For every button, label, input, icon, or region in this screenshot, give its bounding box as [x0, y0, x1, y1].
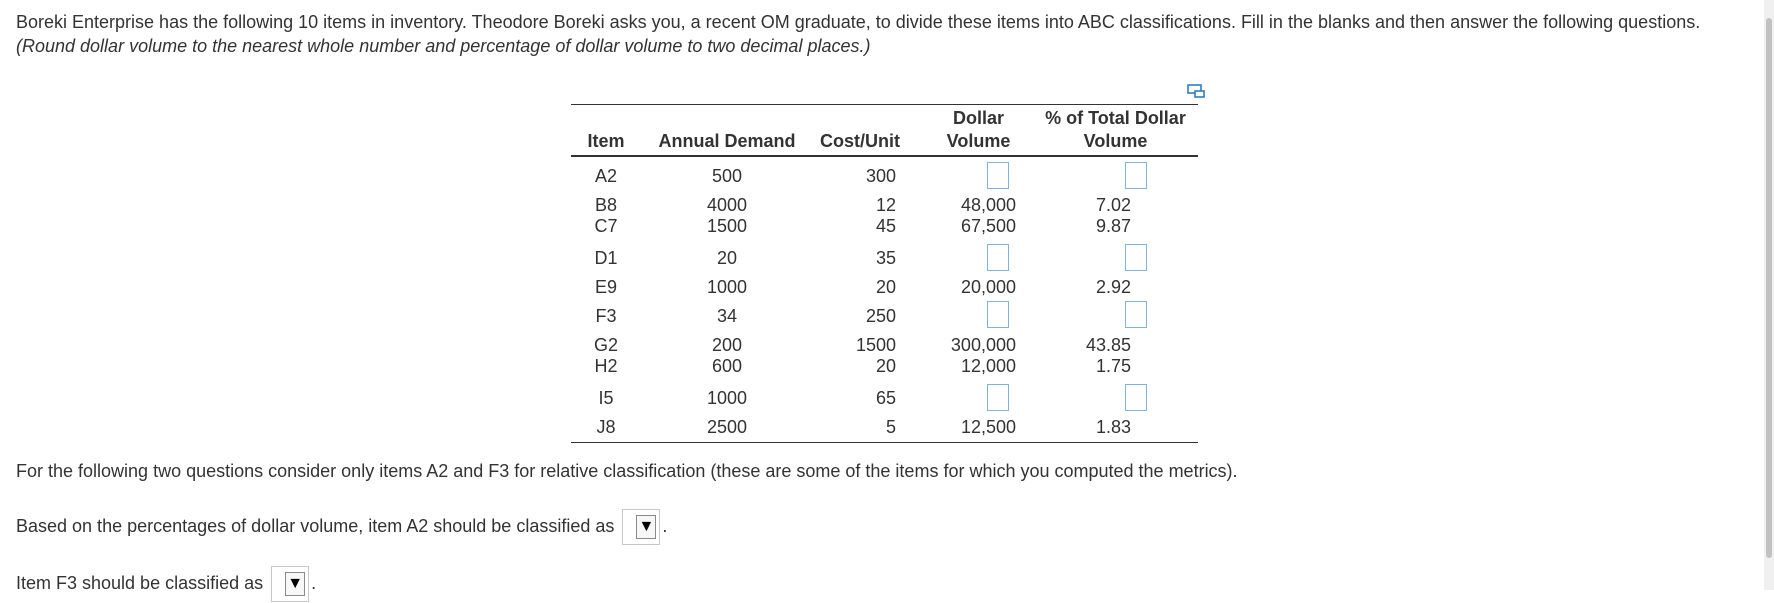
- item-code: E9: [594, 277, 618, 297]
- item-code: H2: [594, 356, 618, 376]
- period: .: [662, 515, 668, 536]
- dollar-volume-input[interactable]: [987, 244, 1009, 271]
- annual-demand: 4000: [706, 195, 748, 215]
- table-row: [571, 272, 1198, 301]
- dollar-volume-input[interactable]: [987, 384, 1009, 411]
- item-code: F3: [595, 306, 617, 326]
- header-item: Item: [587, 131, 625, 151]
- annual-demand: 1500: [706, 216, 748, 236]
- table-row: [571, 384, 1198, 412]
- item-code: B8: [594, 195, 618, 215]
- annual-demand: 1000: [706, 277, 748, 297]
- table-header: [571, 105, 1198, 157]
- pct-volume: 7.02: [1095, 195, 1131, 215]
- period: .: [311, 572, 317, 593]
- pct-volume: 43.85: [1085, 335, 1131, 355]
- cost-per-unit: 250: [865, 306, 896, 326]
- dropdown-arrow-icon: ▼: [636, 515, 656, 539]
- cost-per-unit: 12: [875, 195, 896, 215]
- question-f3-text: Item F3 should be classified as: [16, 572, 264, 593]
- table-row: [571, 157, 1198, 191]
- cost-per-unit: 20: [875, 277, 896, 297]
- dollar-volume: 67,500: [960, 216, 1016, 236]
- header-pct-volume-line1: % of Total Dollar: [1045, 108, 1186, 128]
- pct-volume: 9.87: [1095, 216, 1131, 236]
- annual-demand: 200: [711, 335, 743, 355]
- problem-statement: [16, 10, 1761, 58]
- item-code: J8: [596, 417, 616, 437]
- table-row: [571, 301, 1198, 331]
- cost-per-unit: 45: [875, 216, 896, 236]
- rounding-note: (Round dollar volume to the nearest whole number and percentage of dollar volume to two decimal places.): [16, 36, 871, 56]
- dropdown-arrow-icon: ▼: [285, 572, 305, 596]
- header-dollar-volume-line2: Volume: [946, 131, 1011, 151]
- expand-icon[interactable]: [1187, 84, 1205, 98]
- table-row: [571, 412, 1198, 442]
- dollar-volume-input[interactable]: [987, 162, 1009, 189]
- table-row: [571, 331, 1198, 354]
- dollar-volume: 48,000: [960, 195, 1016, 215]
- cost-per-unit: 300: [865, 166, 896, 186]
- pct-volume-input[interactable]: [1125, 384, 1147, 411]
- pct-volume: 1.75: [1095, 356, 1131, 376]
- pct-volume: 2.92: [1095, 277, 1131, 297]
- question-a2-text: Based on the percentages of dollar volume, item A2 should be classified as: [16, 515, 615, 536]
- cost-per-unit: 65: [875, 388, 896, 408]
- item-code: D1: [594, 248, 618, 268]
- item-code: C7: [594, 216, 618, 236]
- header-cost-unit: Cost/Unit: [820, 131, 900, 151]
- dollar-volume: 12,000: [960, 356, 1016, 376]
- dollar-volume-input[interactable]: [987, 301, 1009, 328]
- pct-volume-input[interactable]: [1125, 162, 1147, 189]
- annual-demand: 20: [716, 248, 738, 268]
- pct-volume-input[interactable]: [1125, 301, 1147, 328]
- annual-demand: 600: [711, 356, 743, 376]
- cost-per-unit: 1500: [855, 335, 896, 355]
- pct-volume: 1.83: [1095, 417, 1131, 437]
- table-row: [571, 354, 1198, 384]
- a2-classification-dropdown[interactable]: [622, 509, 660, 545]
- annual-demand: 2500: [706, 417, 748, 437]
- annual-demand: 1000: [706, 388, 748, 408]
- dollar-volume: 12,500: [960, 417, 1016, 437]
- question-f3: [16, 566, 316, 602]
- f3-classification-dropdown[interactable]: [271, 566, 309, 602]
- question-a2: [16, 509, 667, 545]
- item-code: G2: [593, 335, 618, 355]
- dollar-volume: 300,000: [950, 335, 1016, 355]
- dollar-volume: 20,000: [960, 277, 1016, 297]
- header-dollar-volume-line1: Dollar: [952, 108, 1004, 128]
- scrollbar-thumb[interactable]: [1766, 18, 1772, 558]
- problem-text: Boreki Enterprise has the following 10 items in inventory. Theodore Boreki asks you, a recent OM graduate, to divide these items into ABC classifications. Fill in the blanks and then answer the following questions.: [16, 12, 1701, 32]
- annual-demand: 500: [711, 166, 743, 186]
- item-code: A2: [594, 166, 618, 186]
- question-intro: For the following two questions consider only items A2 and F3 for relative classification (these are some of the items for which you computed the metrics).: [16, 461, 1238, 481]
- cost-per-unit: 20: [875, 356, 896, 376]
- table-row: [571, 214, 1198, 244]
- header-pct-volume-line2: Volume: [1083, 131, 1148, 151]
- annual-demand: 34: [716, 306, 738, 326]
- header-annual-demand: Annual Demand: [658, 131, 796, 151]
- cost-per-unit: 5: [885, 417, 896, 437]
- vertical-scrollbar[interactable]: [1764, 0, 1774, 590]
- table-row: [571, 244, 1198, 272]
- table-body: [571, 157, 1198, 442]
- pct-volume-input[interactable]: [1125, 244, 1147, 271]
- table-row: [571, 191, 1198, 214]
- cost-per-unit: 35: [875, 248, 896, 268]
- inventory-table: [571, 104, 1198, 443]
- item-code: I5: [598, 388, 614, 408]
